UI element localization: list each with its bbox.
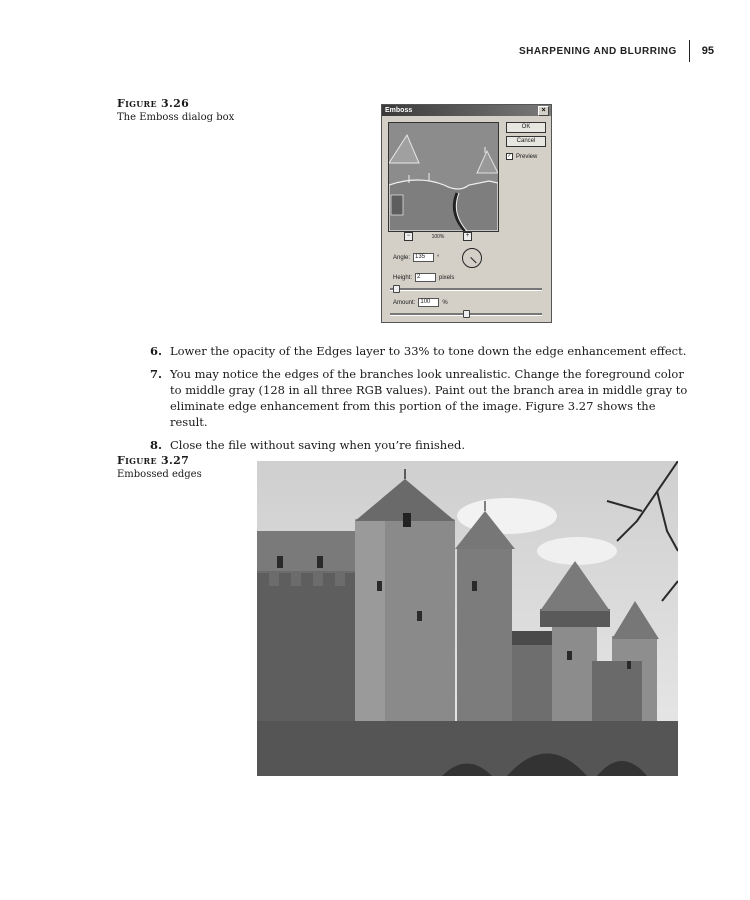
height-slider[interactable] xyxy=(390,288,542,291)
step-item xyxy=(150,437,690,453)
height-unit: pixels xyxy=(439,274,455,281)
preview-image xyxy=(389,123,498,231)
height-row xyxy=(393,273,454,282)
step-text: Lower the opacity of the Edges layer to 33% to tone down the edge enhancement effect. xyxy=(170,344,687,358)
ok-button[interactable]: OK xyxy=(506,122,546,133)
dial-hand xyxy=(470,257,476,263)
step-number: 8. xyxy=(150,438,163,452)
height-label: Height: xyxy=(393,274,413,281)
castle-photo xyxy=(257,461,678,776)
close-icon[interactable]: × xyxy=(538,106,549,116)
running-head xyxy=(519,40,714,62)
dialog-title-bar xyxy=(382,105,551,116)
amount-unit: % xyxy=(442,299,448,306)
amount-slider-knob[interactable] xyxy=(463,310,470,318)
emboss-dialog xyxy=(381,104,552,323)
emboss-preview[interactable] xyxy=(388,122,499,232)
amount-label: Amount: xyxy=(393,299,416,306)
step-item xyxy=(150,366,690,430)
header-divider xyxy=(689,40,690,62)
height-input[interactable]: 2 xyxy=(415,273,436,282)
height-slider-knob[interactable] xyxy=(393,285,400,293)
running-head-section: SHARPENING AND BLURRING xyxy=(518,45,677,57)
page-number: 95 xyxy=(701,45,714,57)
cancel-button[interactable]: Cancel xyxy=(506,136,546,147)
figure-label: Figure 3.27 xyxy=(117,454,190,467)
zoom-level: 100% xyxy=(431,233,445,240)
step-item xyxy=(150,343,690,359)
zoom-controls xyxy=(404,232,472,241)
preview-checkbox[interactable] xyxy=(506,153,537,160)
step-text: You may notice the edges of the branches look unrealistic. Change the foreground color to middle gray (128 in all three RGB values). Paint out the branch area in middle gray to eliminate edge enhancement from this portion of the image. Figure 3.27 shows the result. xyxy=(170,367,688,429)
amount-slider[interactable] xyxy=(390,313,542,316)
figure-3-26-caption xyxy=(117,97,234,123)
figure-caption: Embossed edges xyxy=(117,469,202,480)
angle-input[interactable]: 135 xyxy=(413,253,434,262)
angle-dial[interactable] xyxy=(462,248,482,268)
step-list xyxy=(150,343,690,460)
zoom-in-button[interactable]: + xyxy=(463,232,472,241)
castle-illustration xyxy=(257,461,678,776)
angle-unit: ° xyxy=(437,254,440,261)
step-number: 7. xyxy=(150,367,163,381)
amount-row xyxy=(393,298,448,307)
figure-label: Figure 3.26 xyxy=(117,97,190,110)
figure-3-27-caption xyxy=(117,454,202,480)
step-text: Close the file without saving when you’re finished. xyxy=(170,438,466,452)
step-number: 6. xyxy=(150,344,163,358)
amount-input[interactable]: 100 xyxy=(418,298,439,307)
angle-label: Angle: xyxy=(393,254,411,261)
figure-caption: The Emboss dialog box xyxy=(117,112,235,123)
zoom-out-button[interactable]: − xyxy=(404,232,413,241)
preview-label: Preview xyxy=(516,153,538,160)
angle-row xyxy=(393,253,439,262)
checkmark-icon: ✓ xyxy=(507,153,512,159)
dialog-title: Emboss xyxy=(385,107,413,114)
